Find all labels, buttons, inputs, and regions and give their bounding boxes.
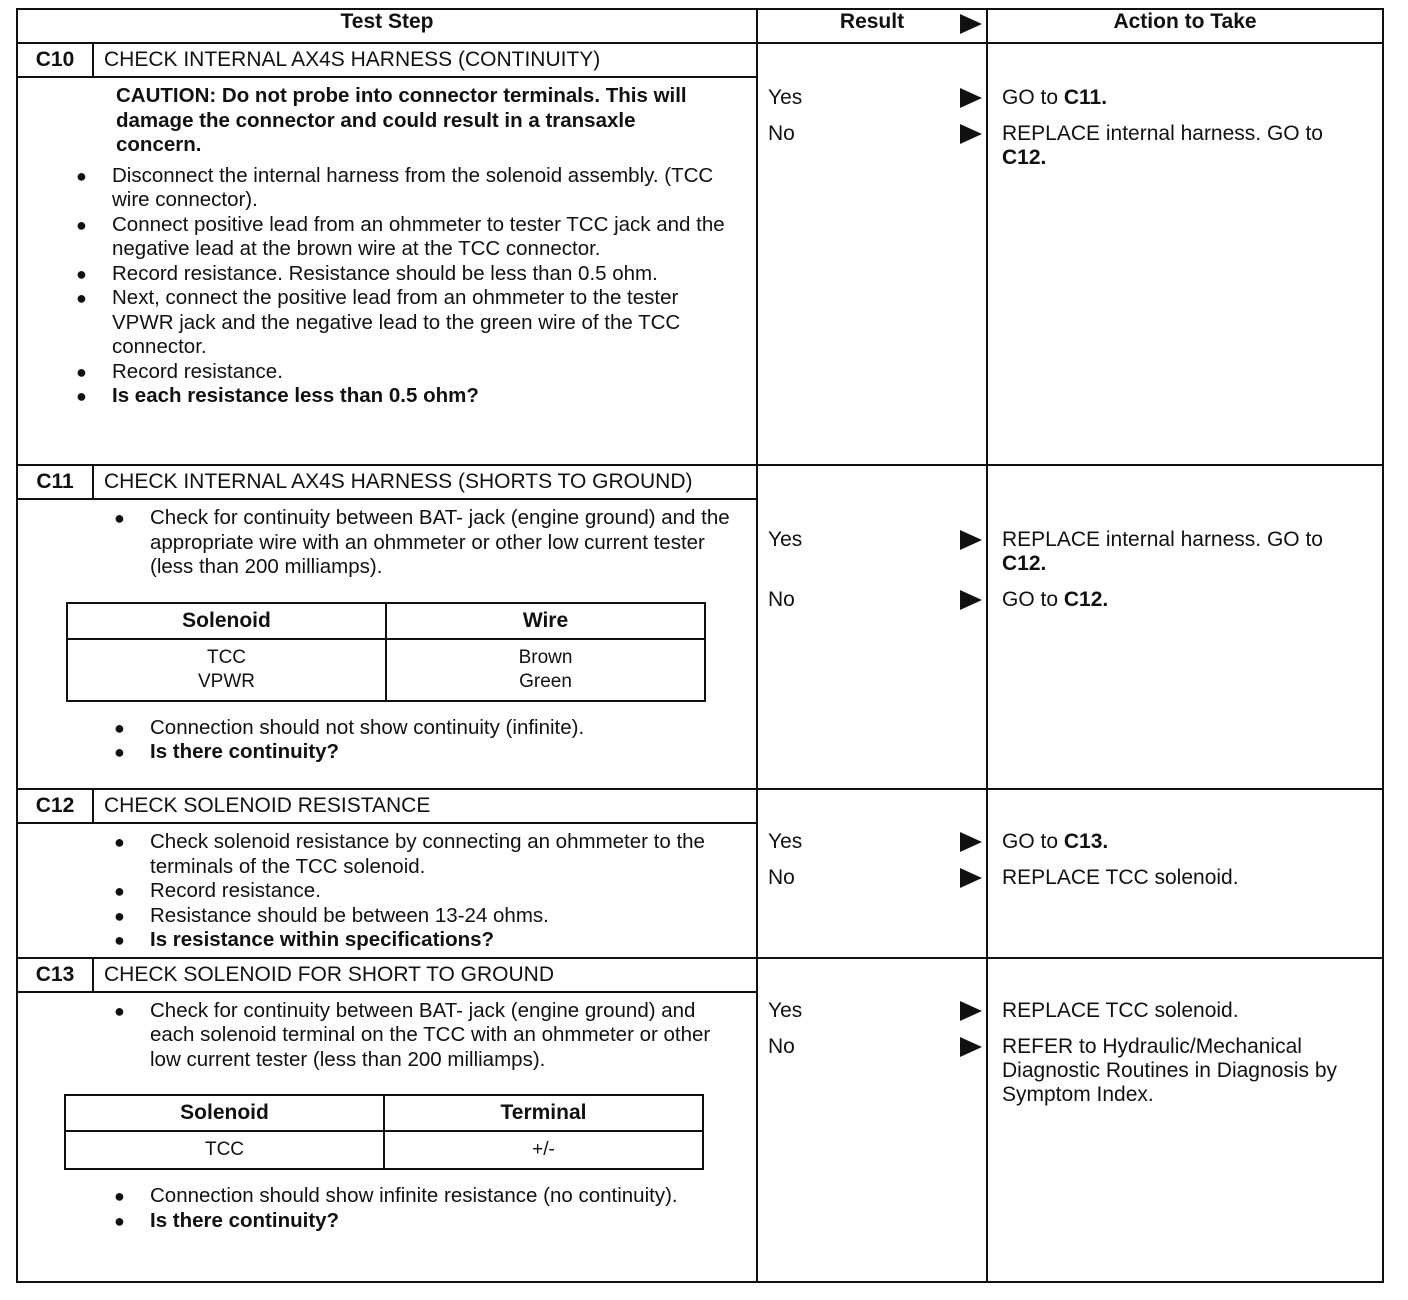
list-item: ● Next, connect the positive lead from an ohmmeter to the tester VPWR jack and the negative lead to the green wire of the TCC connector. [76, 286, 736, 360]
action-list [988, 790, 1382, 890]
action-ref: C12. [1002, 146, 1047, 169]
step-id: C12 [18, 790, 94, 822]
action-text: REFER to Hydraulic/Mechanical Diagnostic Routines in Diagnosis by Symptom Index. [1002, 1034, 1338, 1106]
step-title-bar [18, 959, 756, 993]
step-body-after [18, 716, 756, 769]
step-body [18, 993, 756, 1077]
result-yes [758, 999, 986, 1035]
action-text: REPLACE TCC solenoid. [1002, 998, 1239, 1022]
result-label: No [768, 122, 795, 145]
action-ref: C13. [1063, 830, 1109, 853]
arrow-right-icon [960, 88, 982, 108]
list-item-question: ● Is resistance within specifications? [114, 928, 736, 953]
pinpoint-test-table [16, 8, 1384, 1283]
action-list [988, 466, 1382, 612]
result-no [758, 588, 986, 624]
action-text: GO to [1002, 588, 1064, 611]
result-yes [758, 528, 986, 588]
cell-value: Brown [518, 646, 573, 668]
action-item [1002, 86, 1366, 112]
step-id: C13 [18, 959, 94, 991]
arrow-right-icon [960, 590, 982, 610]
diagnostic-table-page [16, 8, 1384, 1280]
cell-value: Green [519, 670, 572, 692]
step-row-c10 [17, 43, 1383, 465]
test-step-cell [17, 958, 757, 1282]
result-yes [758, 830, 986, 866]
list-item: ● Check for continuity between BAT- jack (engine ground) and each solenoid terminal on the TCC with an ohmmeter or other low current tester (less than 200 milliamps). [114, 999, 736, 1073]
subtable-header: Solenoid [67, 603, 386, 639]
step-body [18, 78, 756, 413]
step-row-c11 [17, 465, 1383, 789]
list-item: ● Record resistance. Resistance should be less than 0.5 ohm. [76, 262, 736, 287]
action-item [1002, 830, 1366, 856]
subtable-header: Wire [386, 603, 705, 639]
step-bullets [114, 1184, 736, 1233]
action-cell [987, 958, 1383, 1282]
result-cell [757, 43, 987, 465]
subtable-cell: +/- [384, 1131, 703, 1169]
result-no [758, 866, 986, 902]
step-row-c12 [17, 789, 1383, 958]
action-item [1002, 1035, 1366, 1107]
result-no [758, 122, 986, 158]
action-item [1002, 588, 1366, 612]
action-cell [987, 789, 1383, 958]
list-item: ● Check solenoid resistance by connecting an ohmmeter to the terminals of the TCC solenoid. [114, 830, 736, 879]
result-cell [757, 789, 987, 958]
step-title: CHECK INTERNAL AX4S HARNESS (CONTINUITY) [104, 48, 601, 71]
action-item [1002, 999, 1366, 1025]
step-body [18, 500, 756, 584]
arrow-right-icon [960, 868, 982, 888]
step-title: CHECK INTERNAL AX4S HARNESS (SHORTS TO GROUND) [104, 470, 693, 493]
list-item-question: ● Is there continuity? [114, 740, 736, 765]
cell-value: TCC [206, 646, 247, 668]
step-row-c13 [17, 958, 1383, 1282]
arrow-right-icon [960, 14, 982, 34]
action-list [988, 44, 1382, 170]
result-yes [758, 86, 986, 122]
subtable-cell [67, 639, 386, 701]
result-label: Yes [768, 998, 803, 1022]
action-ref: C12. [1063, 588, 1109, 611]
step-title-bar [18, 44, 756, 78]
step-title: CHECK SOLENOID FOR SHORT TO GROUND [104, 962, 555, 986]
action-list [988, 959, 1382, 1107]
subtable-cell: TCC [65, 1131, 384, 1169]
list-item: ● Record resistance. [114, 879, 736, 904]
test-step-cell [17, 465, 757, 789]
action-ref: C12. [1002, 552, 1047, 575]
result-label: Yes [768, 86, 803, 109]
result-no [758, 1035, 986, 1071]
arrow-right-icon [960, 1001, 982, 1021]
action-text: GO to [1002, 86, 1064, 109]
header-action: Action to Take [987, 9, 1383, 43]
step-id: C10 [18, 44, 94, 76]
result-label: No [768, 866, 795, 889]
list-item: ● Record resistance. [76, 360, 736, 385]
step-title-bar [18, 466, 756, 500]
list-item-question: ● Is each resistance less than 0.5 ohm? [76, 384, 736, 409]
step-body-after [18, 1184, 756, 1237]
header-result [757, 9, 987, 43]
action-item [1002, 866, 1366, 890]
step-bullets [114, 830, 736, 953]
list-item: ● Disconnect the internal harness from the solenoid assembly. (TCC wire connector). [76, 164, 736, 213]
step-bullets [76, 164, 736, 409]
action-ref: C11. [1063, 86, 1108, 109]
step-body [18, 824, 756, 957]
list-item: ● Check for continuity between BAT- jack (engine ground) and the appropriate wire with an ohmmeter or other low current tester (less than 200 milliamps). [114, 506, 736, 580]
action-text: REPLACE internal harness. GO to [1002, 122, 1323, 145]
step-bullets [114, 716, 736, 765]
step-title-bar [18, 790, 756, 824]
action-cell [987, 43, 1383, 465]
header-result-label: Result [839, 10, 905, 33]
result-cell [757, 958, 987, 1282]
subtable-header: Terminal [384, 1095, 703, 1131]
step-title: CHECK SOLENOID RESISTANCE [104, 794, 431, 817]
action-text: GO to [1002, 830, 1064, 853]
result-label: Yes [768, 528, 803, 551]
cell-value: VPWR [198, 670, 255, 692]
step-bullets [114, 999, 736, 1073]
subtable-header: Solenoid [65, 1095, 384, 1131]
step-bullets [114, 506, 736, 580]
result-label: No [768, 1034, 795, 1058]
action-item [1002, 122, 1366, 170]
test-step-cell [17, 43, 757, 465]
test-step-cell [17, 789, 757, 958]
arrow-right-icon [960, 832, 982, 852]
caution-text: CAUTION: Do not probe into connector terminals. This will damage the connector and could result in a transaxle concern. [116, 84, 687, 156]
list-item: ● Connection should not show continuity (infinite). [114, 716, 736, 741]
action-cell [987, 465, 1383, 789]
table-header-row [17, 9, 1383, 43]
arrow-right-icon [960, 124, 982, 144]
result-label: No [768, 588, 795, 611]
solenoid-wire-table [66, 602, 706, 702]
result-label: Yes [768, 830, 803, 853]
action-item [1002, 528, 1366, 578]
solenoid-terminal-table [64, 1094, 704, 1170]
list-item: ● Resistance should be between 13-24 ohms. [114, 904, 736, 929]
arrow-right-icon [960, 530, 982, 550]
action-text: REPLACE internal harness. GO to [1002, 528, 1323, 551]
list-item-question: ● Is there continuity? [114, 1209, 736, 1234]
list-item: ● Connect positive lead from an ohmmeter to tester TCC jack and the negative lead at the brown wire at the TCC connector. [76, 213, 736, 262]
step-id: C11 [18, 466, 94, 498]
list-item: ● Connection should show infinite resistance (no continuity). [114, 1184, 736, 1209]
header-test-step: Test Step [17, 9, 757, 43]
arrow-right-icon [960, 1037, 982, 1057]
subtable-cell [386, 639, 705, 701]
result-cell [757, 465, 987, 789]
action-text: REPLACE TCC solenoid. [1002, 866, 1239, 889]
